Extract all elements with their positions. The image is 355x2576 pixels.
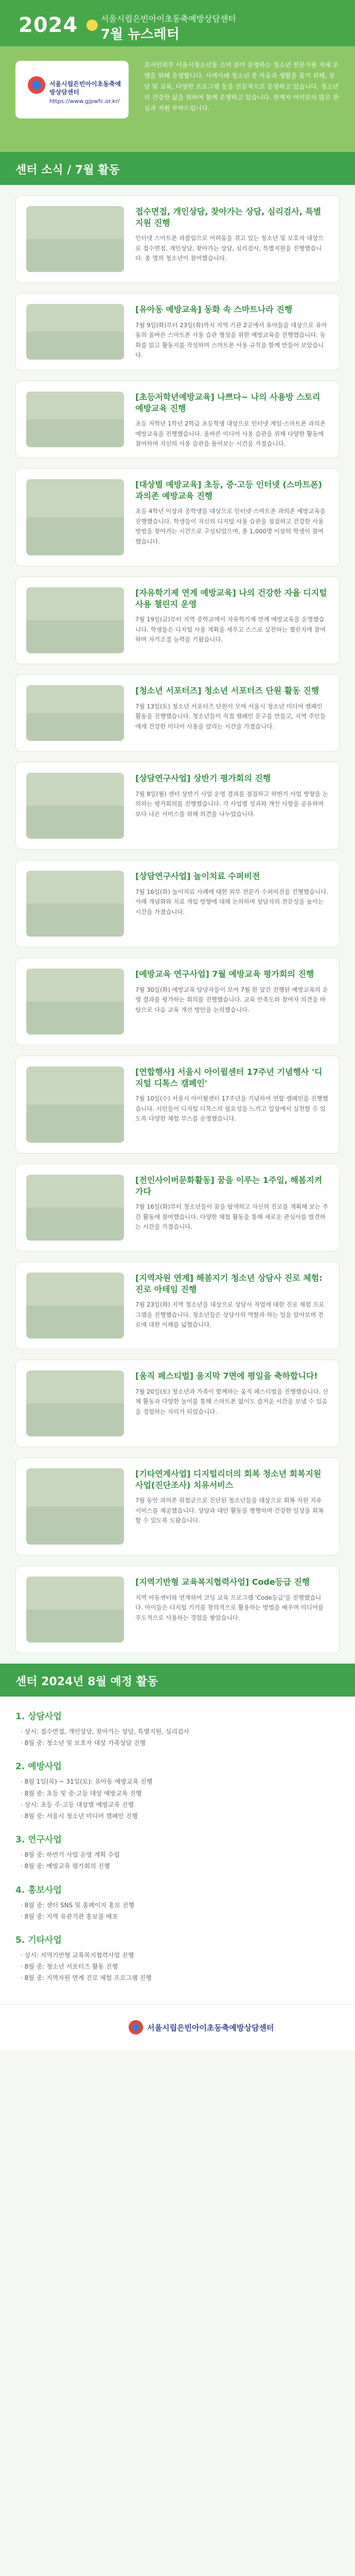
photo-panel — [26, 1506, 124, 1545]
photo-panel — [26, 1208, 124, 1241]
news-photo — [26, 1066, 124, 1143]
news-card — [15, 195, 340, 283]
photo-panel — [26, 479, 124, 517]
news-text: 7월 동안 과의존 위험군으로 진단된 청소년들을 대상으로 회복 지원 치유 서비스를 제공했습니다. 상담과 대안 활동을 병행하며 건강한 일상을 회복할 수 있도록 도왔습니다. — [135, 1497, 324, 1524]
plan-heading: 1. 상담사업 — [15, 1711, 62, 1722]
photo-panel — [26, 904, 124, 937]
header-org: 서울시립은빈아이초동축예방상담센터 — [101, 14, 236, 24]
plan-item: · 상시: 접수면접, 개인상담, 찾아가는 상담, 특별지원, 심리검사 — [21, 1728, 190, 1735]
news-body — [124, 871, 329, 937]
photo-panel — [26, 304, 124, 332]
section-title: 센터 2024년 8월 예정 활동 — [15, 1675, 158, 1688]
photo-panel — [26, 1002, 124, 1035]
photo-panel — [26, 871, 124, 904]
plan-heading: 5. 기타사업 — [15, 1935, 62, 1945]
photo-panel — [26, 332, 124, 360]
news-photo — [26, 206, 124, 272]
news-text: 7월 16일(화) 놀이치료 사례에 대한 외부 전문가 수퍼비전을 진행했습니다. 사례 개념화와 치료 개입 방향에 대해 논의하며 상담자의 전문성을 높이는 시간을 가졌습니다. — [135, 888, 328, 916]
plan-group — [15, 1759, 340, 1822]
photo-panel — [26, 969, 124, 1002]
plan-heading: 2. 예방사업 — [15, 1761, 62, 1772]
news-body — [124, 773, 329, 839]
news-body — [124, 206, 329, 272]
news-body — [124, 392, 329, 447]
news-title: [대상별 예방교육] 초등, 중·고등 인터넷 (스마트폰)과의존 예방교육 진행 — [135, 480, 322, 501]
news-text: 초등 4학년 이상과 중학생을 대상으로 인터넷·스마트폰 과의존 예방교육을 진행했습니다. 학생들이 자신의 디지털 사용 습관을 점검하고 건강한 사용 방법을 찾아가는 시간으로 구성되었으며, 총 1,000명 이상의 학생이 참여했습니다. — [135, 507, 326, 545]
plan-section-title — [0, 1664, 355, 1697]
news-body — [124, 1577, 329, 1642]
news-card — [15, 1566, 340, 1653]
news-title: [상담연구사업] 상반기 평가회의 진행 — [135, 773, 271, 783]
news-title: [연합행사] 서울시 아이윌센터 17주년 기념행사 '디지털 디톡스 캠페인' — [135, 1067, 323, 1088]
news-body — [124, 969, 329, 1035]
news-card — [15, 468, 340, 566]
photo-panel — [26, 1403, 124, 1436]
photo-panel — [26, 806, 124, 839]
plan-item: · 8월 중: 하반기 사업 운영 계획 수립 — [21, 1851, 120, 1859]
news-body — [124, 1370, 329, 1436]
news-body — [124, 1468, 329, 1545]
logo-icon — [28, 76, 45, 94]
news-photo — [26, 871, 124, 937]
plan-item: · 8월 중: 서울시 청소년 미디어 캠페인 진행 — [21, 1812, 138, 1820]
news-card — [15, 674, 340, 752]
news-photo — [26, 1577, 124, 1642]
news-body — [124, 1175, 329, 1241]
news-photo — [26, 1468, 124, 1545]
photo-panel — [26, 1609, 124, 1642]
news-card — [15, 1164, 340, 1251]
plan-heading: 3. 연구사업 — [15, 1835, 62, 1845]
news-photo — [26, 392, 124, 447]
footer — [0, 2004, 355, 2050]
intro-text: 초서민외부 서울시청소년동 소비 분야 운영하는 청소년 전문지원 자체 운영을 위해 운영합니다. 사례사례 청소년 중 마음과 생활을 돕기 위해, 상담 및 교육, 다양한 프로그램 등을 전문적으로 운영하고 있습니다. 청소년의 건강한 삶을 위하여 함께 운영하고 있습니다. 관계자 여러분의 많은 관심과 지원 부탁드립니다. — [144, 61, 339, 112]
photo-panel — [26, 620, 124, 653]
news-title: [상담연구사업] 놀이치료 수퍼비전 — [135, 871, 260, 881]
photo-panel — [26, 713, 124, 741]
news-title: [기타연계사업] 디지털리더의 회복 청소년 회복지원 사업(진단조사) 치유서비스 — [135, 1469, 322, 1490]
news-photo — [26, 587, 124, 653]
news-photo — [26, 1370, 124, 1436]
section-title: 센터 소식 / 7월 활동 — [15, 164, 120, 177]
plan-item: · 8월 중: 청소년 서포터즈 활동 진행 — [21, 1963, 118, 1971]
news-photo — [26, 304, 124, 360]
header — [0, 0, 355, 46]
footer-logo-icon — [129, 2020, 143, 2035]
news-card — [15, 381, 340, 458]
photo-panel — [26, 239, 124, 272]
news-title: [자유학기제 연계 예방교육] 나의 건강한 자율 디지털 사용 챌린지 운영 — [135, 588, 327, 609]
news-body — [124, 685, 329, 741]
plan-item: · 8월 중: 예방교육 평가회의 진행 — [21, 1862, 110, 1870]
intro-section — [0, 46, 355, 152]
news-body — [124, 479, 329, 555]
news-text: 7월 13일(토) 청소년 서포터즈 단원이 모여 서울시 청소년 미디어 캠페인 활동을 진행했습니다. 청소년들이 직접 캠페인 문구를 만들고, 지역 주민들에게 건강한 미디어 사용을 알리는 시간을 가졌습니다. — [135, 702, 326, 730]
news-card — [15, 958, 340, 1045]
photo-panel — [26, 1066, 124, 1105]
photo-panel — [26, 1273, 124, 1306]
news-title: [지역자원 연계] 해봄지기 청소년 상담사 진로 체험: 진로 아테임 진행 — [135, 1273, 323, 1294]
photo-panel — [26, 773, 124, 806]
news-text: 7월 10일(수) 서울시 아이윌센터 17주년을 기념하여 연합 캠페인을 진행했습니다. 시민들이 디지털 디톡스의 필요성을 느끼고 일상에서 실천할 수 있도록 다양한 체험 부스를 운영했습니다. — [135, 1095, 328, 1123]
plan-heading: 4. 홍보사업 — [15, 1885, 62, 1895]
footer-org: 서울시립은빈아이초동축예방상담센터 — [147, 2023, 274, 2033]
news-card — [15, 1458, 340, 1555]
news-text: 인터넷 스마트폰 과몰입으로 어려움을 겪고 있는 청소년 및 보호자 대상으로 접수면접, 개인상담, 찾아가는 상담, 심리검사, 특별지원을 진행했습니다. 총 명의 청소년이 참여했습니다. — [135, 234, 324, 262]
news-body — [124, 1066, 329, 1143]
center-logo[interactable] — [15, 61, 129, 118]
news-title: [움직 페스티벌] 움지막 7면에 평일을 축하합니다! — [135, 1371, 318, 1381]
plan-item: · 8월 중: 센터 SNS 및 홈페이지 홍보 진행 — [21, 1901, 134, 1909]
plan-group — [15, 1709, 340, 1749]
photo-panel — [26, 1577, 124, 1609]
plan-item: · 8월 중: 청소년 및 보호자 대상 가족상담 진행 — [21, 1739, 146, 1747]
photo-panel — [26, 685, 124, 713]
photo-panel — [26, 206, 124, 239]
news-text: 초등 저학년 1학년 2학급 초등학생 대상으로 인터넷 게임·스마트폰 과의존 예방교육을 진행했습니다. 올바른 미디어 사용 습관을 위해 다양한 활동에 참여하며 자신의 사용 습관을 돌아보는 시간을 가졌습니다. — [135, 420, 326, 448]
news-title: [청소년 서포터즈] 청소년 서포터즈 단원 활동 진행 — [135, 686, 319, 696]
news-title: [예방교육 연구사업] 7월 예방교육 평가회의 진행 — [135, 969, 314, 979]
badge-icon — [86, 20, 98, 31]
news-title: [초등저학년예방교육] 나쁘다~ 나의 사용방 스토리 예방교육 진행 — [135, 392, 321, 413]
photo-panel — [26, 1175, 124, 1208]
photo-panel — [26, 587, 124, 620]
plan-item: · 8월 중: 초등 및 중·고등 대상 예방교육 진행 — [21, 1789, 142, 1797]
plan-item: · 8월 중: 지역 유관기관 홍보물 배포 — [21, 1912, 118, 1920]
photo-panel — [26, 392, 124, 419]
news-text: 7월 8일(월) 센터 상반기 사업 운영 결과를 점검하고 하반기 사업 방향을 논의하는 평가회의를 진행했습니다. 각 사업별 성과와 개선 사항을 공유하며 보다 나은 서비스를 위해 의견을 나누었습니다. — [135, 790, 328, 818]
news-card — [15, 1056, 340, 1154]
photo-panel — [26, 1306, 124, 1338]
news-list — [0, 185, 355, 1653]
logo-url[interactable]: https://www.gjpwfc.or.kr/ — [49, 98, 120, 105]
news-title: 접수면접, 개인상담, 찾아가는 상담, 심리검사, 특별지원 진행 — [135, 207, 322, 228]
news-text: 7월 9일(화)부터 23일(화)까지 지역 기관 2곳에서 유아들을 대상으로 유아동의 올바른 스마트폰 사용 습관 형성을 위한 예방교육을 진행했습니다. 동화를 읽고 활동지를 작성하며 스마트폰 사용 규칙을 함께 만들어 보았습니다. — [135, 321, 327, 359]
plan-item: · 8월 중: 지역자원 연계 진로 체험 프로그램 진행 — [21, 1974, 152, 1982]
news-text: 7월 23일(화) 지역 청소년을 대상으로 상담사 직업에 대한 진로 체험 프로그램을 진행했습니다. 청소년들은 상담사의 역할과 하는 일을 알아보며 진로에 대한 이해를 넓혔습니다. — [135, 1301, 325, 1329]
newsletter-title: 7월 뉴스레터 — [101, 27, 180, 42]
plan-group — [15, 1933, 340, 1984]
news-body — [124, 304, 329, 360]
plan-list — [0, 1697, 355, 2004]
newsletter-year: 2024 — [19, 13, 78, 37]
news-photo — [26, 685, 124, 741]
news-card — [15, 577, 340, 664]
plan-item: · 8월 1일(목) ~ 31일(토): 유아동 예방교육 진행 — [21, 1778, 153, 1786]
news-text: 지역 아동센터와 연계하여 코딩 교육 프로그램 'Code등급'을 진행했습니다. 아이들은 디지털 기기를 창의적으로 활용하는 방법을 배우며 미디어를 주도적으로 사용하는 경험을 쌓았습니다. — [135, 1594, 324, 1621]
photo-panel — [26, 419, 124, 447]
news-card — [15, 860, 340, 947]
news-card — [15, 1360, 340, 1447]
plan-item: · 상시: 초등 주·고등 대상별 예방교육 진행 — [21, 1801, 134, 1808]
plan-group — [15, 1832, 340, 1872]
news-body — [124, 587, 329, 653]
news-photo — [26, 773, 124, 839]
news-text: 7월 30일(화) 예방교육 담당자들이 모여 7월 한 달간 진행된 예방교육의 운영 결과를 평가하는 회의를 진행했습니다. 교육 만족도와 참여자 의견을 바탕으로 다음 교육 개선 방안을 논의했습니다. — [135, 986, 328, 1013]
news-title: [전인사이버문화활동] 꿈을 이루는 1주일, 해봄지켜 가다 — [135, 1175, 323, 1196]
news-section-title — [0, 152, 355, 185]
news-card — [15, 762, 340, 850]
news-text: 7월 16일(화)부터 청소년들이 꿈을 탐색하고 자신의 진로를 계획해 보는 주간 활동에 참여했습니다. 다양한 체험 활동을 통해 새로운 관심사를 발견하는 시간을 가졌습니다. — [135, 1203, 328, 1231]
plan-item: · 상시: 지역기반형 교육복지협력사업 진행 — [21, 1951, 134, 1959]
photo-panel — [26, 1468, 124, 1506]
news-text: 7월 19일(금)부터 지역 중학교에서 자유학기제 연계 예방교육을 운영했습니다. 학생들은 디지털 사용 계획을 세우고 스스로 실천하는 챌린지에 참여하며 자기조절 능력을 키웠습니다. — [135, 616, 326, 643]
news-photo — [26, 479, 124, 555]
news-card — [15, 293, 340, 370]
photo-panel — [26, 1105, 124, 1143]
news-title: [유아동 예방교육] 동화 속 스마트나라 진행 — [135, 304, 293, 314]
photo-panel — [26, 1370, 124, 1403]
plan-group — [15, 1883, 340, 1922]
news-photo — [26, 969, 124, 1035]
news-card — [15, 1262, 340, 1349]
news-photo — [26, 1273, 124, 1338]
photo-panel — [26, 517, 124, 555]
news-title: [지역기반형 교육복지협력사업] Code등급 진행 — [135, 1577, 310, 1587]
news-body — [124, 1273, 329, 1338]
news-text: 7월 20일(토) 청소년과 가족이 함께하는 움직 페스티벌을 진행했습니다. 신체 활동과 다양한 놀이를 통해 스마트폰 없이도 즐거운 시간을 보낼 수 있음을 경험하는 자리가 되었습니다. — [135, 1387, 328, 1415]
news-photo — [26, 1175, 124, 1241]
logo-name: 서울시립은빈아이초동축예방상담센터 — [49, 80, 121, 96]
